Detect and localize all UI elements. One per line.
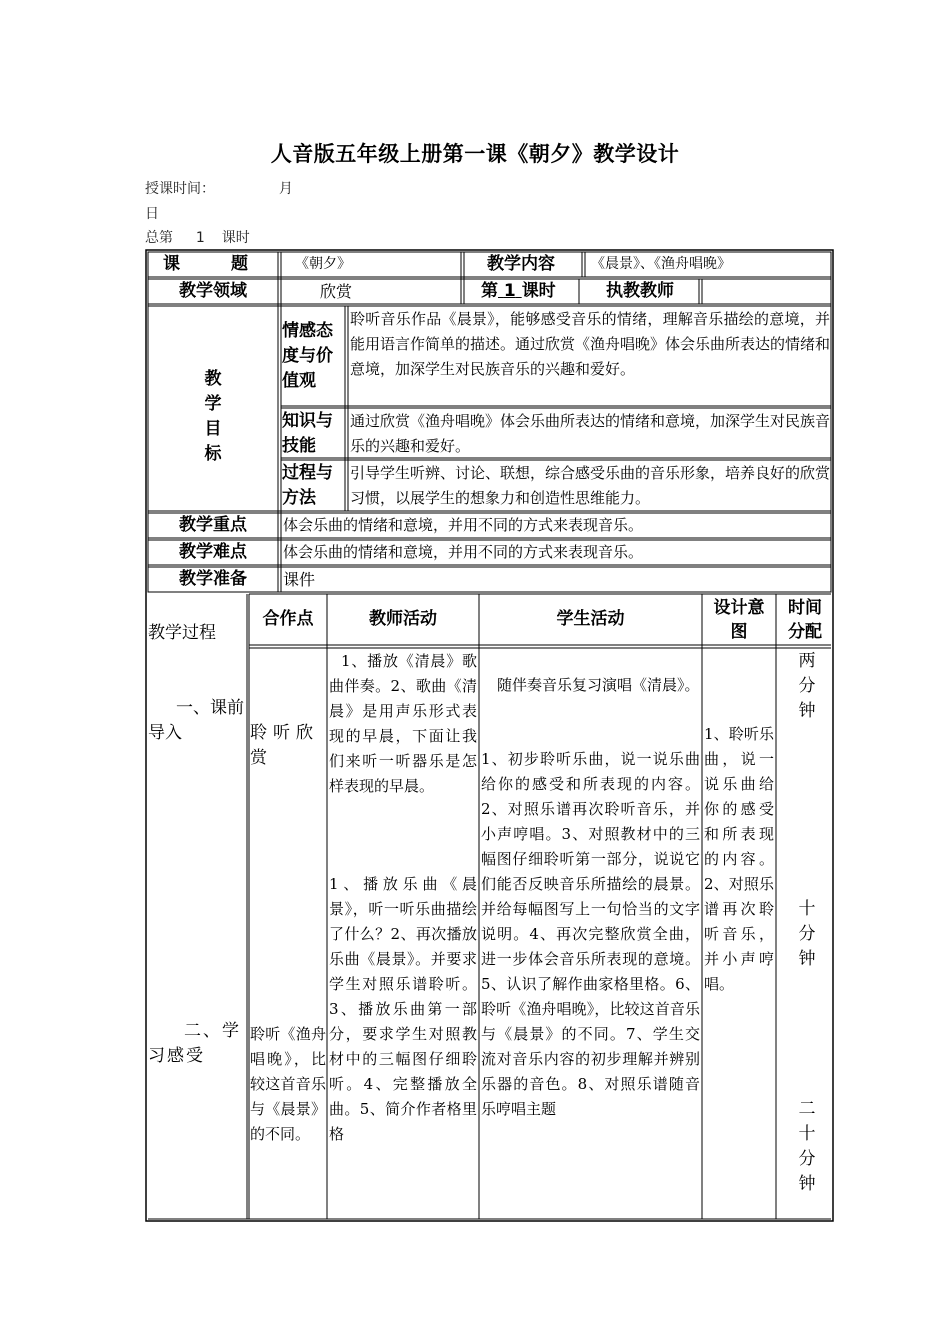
lesson-plan-table — [145, 249, 834, 1222]
topic-label: 课 题 — [163, 254, 248, 274]
coop-compare: 聆听《渔舟唱晚》，比较这首音乐与《晨景》的不同。 — [250, 1025, 326, 1143]
teacher-activity-intro: 1、播放《清晨》歌曲伴奏。2、歌曲《清晨》是用声乐形式表现的早晨，下面让我们来听一听器乐是怎样表现的早晨。 — [329, 652, 477, 795]
teacher-label: 执教教师 — [606, 281, 674, 301]
key-point-text: 体会乐曲的情绪和意境，并用不同的方式来表现音乐。 — [283, 516, 644, 534]
difficulty-label: 教学难点 — [179, 542, 247, 562]
document-title: 人音版五年级上册第一课《朝夕》教学设计 — [270, 141, 680, 166]
design-intent: 1、聆听乐曲，说一说乐曲给你的感受和所表现的内容。2、对照乐谱再次聆听音乐，并小声哼唱。 — [704, 725, 774, 993]
difficulty-text: 体会乐曲的情绪和意境，并用不同的方式来表现音乐。 — [283, 543, 644, 561]
col-teacher: 教师活动 — [369, 609, 437, 629]
goal-text-process: 引导学生听辨、讨论、联想，综合感受乐曲的音乐形象，培养良好的欣赏习惯，以展学生的想象力和创造性思维能力。 — [350, 464, 831, 507]
col-coop: 合作点 — [262, 609, 314, 629]
section-learning: 二、学习感受 — [148, 1021, 241, 1066]
process-label: 教学过程 — [148, 623, 216, 643]
key-point-label: 教学重点 — [179, 515, 247, 535]
domain-label: 教学领域 — [179, 281, 247, 301]
section-intro: 一、课前导入 — [148, 698, 244, 743]
content-label: 教学内容 — [487, 254, 555, 274]
preparation-text: 课件 — [283, 570, 316, 589]
coop-listen: 聆听欣赏 — [250, 723, 319, 768]
period-cell — [481, 279, 577, 304]
col-student: 学生活动 — [556, 609, 625, 629]
goal-name-process: 过程与方法 — [282, 463, 333, 508]
goal-text-emotion: 聆听音乐作品《晨景》，能够感受音乐的情绪，理解音乐描绘的意境，并能用语言作简单的描述。通过欣赏《渔舟唱晚》体会乐曲所表达的情绪和意境，加深学生对民族音乐的兴趣和爱好。 — [350, 310, 831, 378]
goal-name-emotion: 情感态度与价值观 — [282, 321, 333, 391]
col-design: 设计意图 — [713, 598, 765, 642]
lesson-total-line — [145, 227, 250, 247]
preparation-label: 教学准备 — [179, 569, 247, 589]
goals-label: 教 学 目 标 — [204, 369, 222, 464]
period-prefix: 第 — [481, 281, 498, 301]
lesson-time-line — [145, 178, 293, 198]
total-suffix: 课时 — [221, 230, 250, 246]
content-value: 《晨景》、《渔舟唱晚》 — [591, 256, 731, 272]
total-prefix: 总第 — [145, 230, 173, 246]
student-activity-intro: 随伴奏音乐复习演唱《清晨》。 — [497, 676, 700, 694]
teacher-activity-learning: 1、播放乐曲《晨景》，听一听乐曲描绘了什么？2、再次播放乐曲《晨景》。并要求学生对照乐谱聆听。3、播放乐曲第一部分，要求学生对照教材中的三幅图仔细聆听。4、完整播放全曲。5、简介作者格里格 — [329, 875, 477, 1143]
lesson-time-label: 授课时间： — [145, 181, 215, 197]
teacher-value — [705, 279, 829, 304]
time-intro: 两分钟 — [798, 651, 816, 721]
lesson-day: 日 — [145, 206, 159, 222]
domain-value: 欣赏 — [320, 282, 353, 301]
topic-value: 《朝夕》 — [295, 256, 351, 272]
time-learning: 十分钟 — [798, 899, 816, 969]
student-activity-learning: 1、初步聆听乐曲，说一说乐曲给你的感受和所表现的内容。2、对照乐谱再次聆听音乐，并小声哼唱。3、对照教材中的三幅图仔细聆听第一部分，说说它们能否反映音乐所描绘的晨景。并给每幅图写上一句恰当的文字说明。4、再次完整欣赏全曲，进一步体会音乐所表现的意境。5、认识了解作曲家格里格。6、聆听《渔舟唱晚》，比较这首音乐与《晨景》的不同。7、学生交流对音乐内容的初步理解并辨别乐器的音色。8、对照乐谱随音乐哼唱主题 — [481, 750, 700, 1118]
lesson-month: 月 — [278, 181, 293, 197]
total-number: 1 — [195, 230, 205, 246]
goal-text-knowledge: 通过欣赏《渔舟唱晚》体会乐曲所表达的情绪和意境，加深学生对民族音乐的兴趣和爱好。 — [350, 412, 831, 455]
goal-name-knowledge: 知识与技能 — [282, 411, 333, 456]
time-practice: 二十分钟 — [798, 1099, 816, 1194]
col-time: 时间分配 — [788, 598, 822, 642]
period-number: 1 — [503, 281, 516, 301]
period-suffix: 课时 — [521, 281, 556, 301]
